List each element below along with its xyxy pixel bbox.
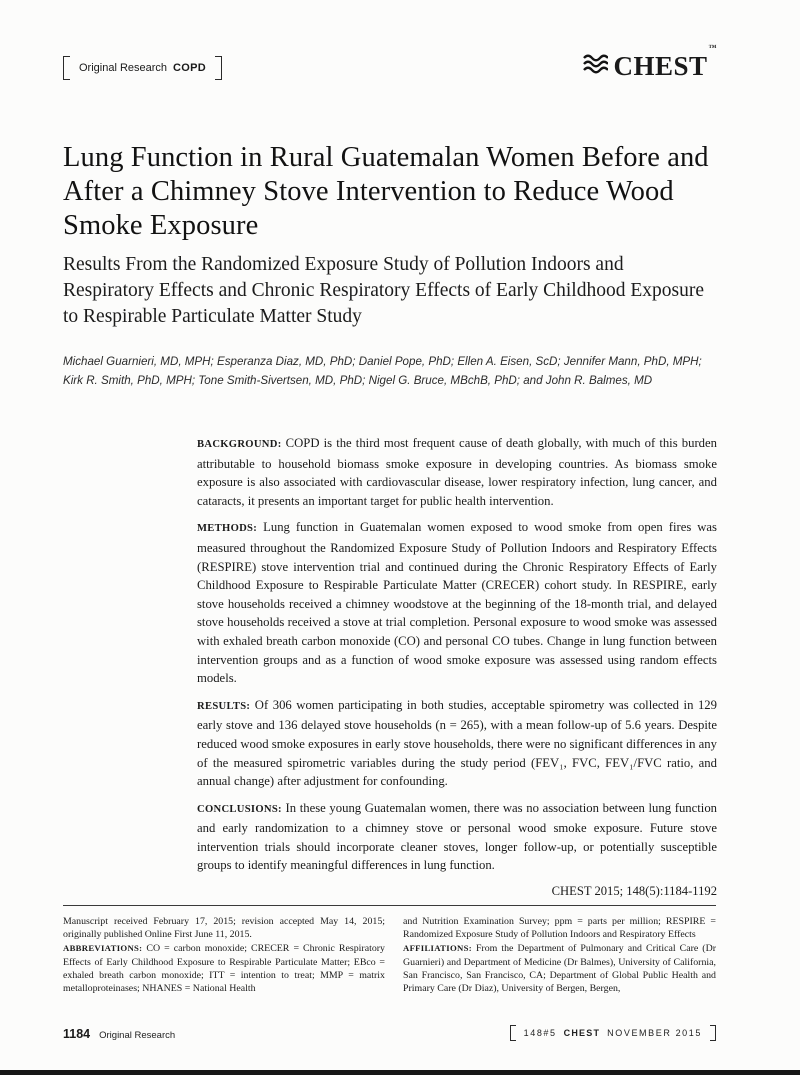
footer-journal-badge	[510, 1025, 716, 1041]
footnote-divider	[63, 905, 716, 906]
abstract-text-conclusions: In these young Guatemalan women, there was no association between lung function and early randomization to a chimney stove or personal wood smoke exposure. Future stove intervention trials should incorporate cleaner stoves, longer follow-up, or potentially susceptible groups to identify meaningful differences in lung function.	[197, 800, 718, 873]
right-bracket-icon	[215, 56, 222, 80]
journal-date: NOVEMBER 2015	[607, 1028, 702, 1038]
footnote-manuscript: Manuscript received February 17, 2015; revision accepted May 14, 2015; originally published Online First June 11, 2015.	[63, 916, 385, 941]
page-bottom-edge	[0, 1070, 800, 1075]
abstract-section-conclusions	[197, 799, 717, 875]
footnote-column-right	[403, 915, 716, 996]
journal-name: CHEST	[563, 1028, 601, 1038]
left-bracket-icon	[63, 56, 70, 80]
author-list: Michael Guarnieri, MD, MPH; Esperanza Diaz, MD, PhD; Daniel Pope, PhD; Ellen A. Eisen, ScD; Jennifer Mann, PhD, MPH; Kirk R. Smith, PhD, MPH; Tone Smith-Sivertsen, MD, PhD; Nigel G. Bruce, MBchB, PhD; and John R. Balmes, MD	[63, 355, 702, 387]
abstract-text-results: Of 306 women participating in both studies, acceptable spirometry was collected in 129 early stove and 136 delayed stove households (n = 265), with a mean follow-up of 5.6 years. Despite reduced wood smoke exposures in early stove households, there were no significant differences in any of the measured spirometric variables during the study period (FEV₁, FVC, FEV₁/FVC ratio, and annual change) after adjustment for confounding.	[197, 697, 717, 789]
abstract-label-conclusions: CONCLUSIONS:	[197, 803, 282, 815]
article-type-badge	[63, 56, 222, 80]
title-block	[63, 141, 718, 390]
footnotes	[63, 915, 716, 996]
article-type-label: Original Research	[79, 62, 168, 74]
logo-text: CHEST™	[613, 43, 717, 81]
abstract-text-methods: Lung function in Guatemalan women exposed to wood smoke from open fires was measured throughout the Randomized Exposure Study of Pollution Indoors and Respiratory Effects (RESPIRE) stove intervention trial and continued during the Chronic Respiratory Effects of Early Childhood Exposure to Respirable Particulate Matter (CRECER) cohort study. In RESPIRE, early stove households received a chimney woodstove at the beginning of the 18-month trial, and delayed stove households received a stove at trial completion. Personal exposure to wood smoke was assessed with exhaled breath carbon monoxide (CO) and personal CO tubes. Change in lung function between intervention groups and as a function of wood smoke exposure was assessed using random effects models.	[197, 520, 717, 686]
journal-citation: CHEST 2015; 148(5):1184-1192	[551, 884, 717, 899]
page-number: 1184	[63, 1027, 91, 1041]
footnote-affiliations	[403, 942, 716, 995]
article-title: Lung Function in Rural Guatemalan Women Before and After a Chimney Stove Intervention to Reduce Wood Smoke Exposure	[63, 142, 709, 241]
page-header	[63, 43, 717, 81]
article-subtitle: Results From the Randomized Exposure Study of Pollution Indoors and Respiratory Effects and Chronic Respiratory Effects of Early Childhood Exposure to Respirable Particulate Matter Study	[63, 254, 704, 327]
trademark-mark: ™	[708, 43, 717, 52]
abbreviations-label: ABBREVIATIONS:	[63, 943, 143, 954]
journal-issue: 148#5	[523, 1028, 557, 1038]
footer-section-label: Original Research	[99, 1030, 176, 1041]
affiliations-text: From the Department of Pulmonary and Critical Care (Dr Guarnieri) and Department of Medicine (Dr Balmes), University of California, San Francisco, San Francisco, CA; Department of Global Public Health and Primary Care (Dr Diaz), University of Bergen, Bergen,	[403, 943, 716, 995]
footnote-column-left	[63, 915, 385, 996]
abstract-label-background: BACKGROUND:	[197, 439, 282, 450]
footer-right-bracket-icon	[710, 1025, 716, 1041]
abbreviations-text: CO = carbon monoxide; CRECER = Chronic Respiratory Effects of Early Childhood Exposure to Respirable Particulate Matter; EBco = exhaled breath carbon monoxide; ITT = intention to treat; MMP = matrix metalloproteinases; NHANES = National Health	[63, 943, 385, 995]
abstract-section-background	[197, 434, 717, 510]
footnote-abbreviations	[63, 942, 385, 995]
abstract-label-methods: METHODS:	[197, 523, 258, 535]
affiliations-label: AFFILIATIONS:	[403, 943, 472, 954]
page-footer	[63, 1025, 716, 1041]
abstract-section-results	[197, 696, 717, 791]
footnote-continuation: and Nutrition Examination Survey; ppm = parts per million; RESPIRE = Randomized Exposure Study of Pollution Indoors and Respiratory Effects	[403, 916, 716, 941]
wave-icon	[582, 52, 608, 81]
footer-left	[63, 1027, 175, 1041]
chest-logo	[582, 43, 717, 81]
abstract	[197, 434, 717, 899]
abstract-section-methods	[197, 518, 717, 687]
abstract-label-results: RESULTS:	[197, 700, 251, 712]
topic-label: COPD	[173, 62, 207, 74]
abstract-text-background: COPD is the third most frequent cause of death globally, with much of this burden attributable to household biomass smoke exposure in developing countries. As biomass smoke exposure is also associated with cardiovascular disease, lower respiratory infection, lung cancer, and cataracts, it presents an important target for public health intervention.	[197, 436, 717, 508]
